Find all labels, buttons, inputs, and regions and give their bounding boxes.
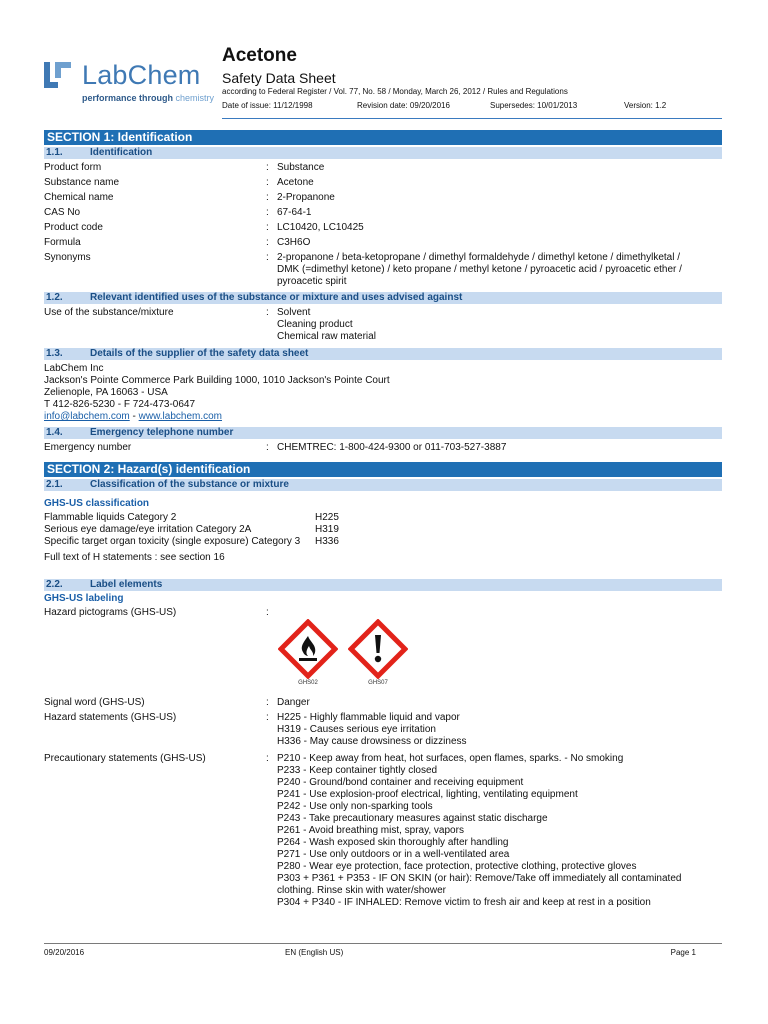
full-text-note: Full text of H statements : see section 16 [44,552,225,563]
use-item: Solvent [277,307,311,318]
brand-name: LabChem [82,60,201,90]
synonyms-line: DMK (=dimethyl ketone) / keto propane / methyl ketone / pyroacetic acid / pyroacetic ether / [277,264,682,275]
colon: : [266,177,269,188]
emergency-row: Emergency number : CHEMTREC: 1-800-424-9300 or 011-703-527-3887 [44,442,507,453]
footer-language: EN (English US) [285,948,344,957]
pictogram-code: GHS02 [298,680,318,686]
ghs-class-name: Serious eye damage/eye irritation Category 2A [44,524,252,535]
supplier-line: LabChem Inc [44,363,104,374]
header-divider [222,118,722,119]
precautionary-statement: P242 - Use only non-sparking tools [277,801,433,812]
field-value: 2-Propanone [277,192,335,203]
precautionary-statement: P280 - Wear eye protection, face protection, protective clothing, protective gloves [277,861,637,872]
identification-row [44,162,722,174]
field-label: Chemical name [44,192,114,203]
supplier-details [44,363,722,411]
field-value: 67-64-1 [277,207,312,218]
supplier-line: Zelienople, PA 16063 - USA [44,387,168,398]
precautionary-statement: P233 - Keep container tightly closed [277,765,438,776]
labchem-logo-icon [44,60,74,90]
document-dates [222,101,702,112]
precautionary-statements-row: Precautionary statements (GHS-US) : P210 - Keep away from heat, hot surfaces, open flames, sparks. - No smoking P233 - Keep container tightly closed P240 - Ground/bond container and receiving equipment P241 - Use explosion-proof electrical, lighting, ventilating equipment P242 - Use only non-sparking tools P243 - Take precautionary measures against static discharge P261 - Avoid breathing mist, spray, vapors P264 - Wash exposed skin thoroughly after handling P271 - Use only outdoors or in a well-ventilated area P280 - Wear eye protection, face protection, protective clothing, protective gloves P303 + P361 + P353 - IF ON SKIN (or hair): Remove/Take off immediately all contaminated clothing. Rinse skin with water/shower P304 + P340 - IF INHALED: Remove victim to fresh air and keep at rest in a position [44,753,722,909]
document-title: Acetone [222,45,297,66]
field-label: Product code [44,222,103,233]
pictogram-ghs02 [277,619,339,687]
hazard-pictograms [277,619,722,697]
supplier-line: T 412-826-5230 - F 724-473-0647 [44,399,196,410]
pictogram-code: GHS07 [368,680,388,686]
ghs-classification-heading: GHS-US classification [44,498,150,509]
identification-table [44,162,722,249]
field-value: Acetone [277,177,314,188]
colon: : [266,237,269,248]
identification-row [44,192,722,204]
footer-page-number: Page 1 [670,948,696,957]
field-value: C3H6O [277,237,311,248]
ghs-class-code: H336 [315,536,339,547]
synonyms-line: 2-propanone / beta-ketopropane / dimethyl formaldehyde / dimethyl ketone / dimethylketal / [277,252,681,263]
pictograms-row: Hazard pictograms (GHS-US) : [44,607,269,618]
hazard-statement: H319 - Causes serious eye irritation [277,724,436,735]
version: Version: 1.2 [624,101,667,110]
identification-row [44,207,722,219]
colon: : [266,222,269,233]
ghs-class-code: H225 [315,512,339,523]
precautionary-statement: clothing. Rinse skin with water/shower [277,885,446,896]
identification-row [44,222,722,234]
precautionary-statement: P303 + P361 + P353 - IF ON SKIN (or hair): Remove/Take off immediately all contaminated [277,873,682,884]
precautionary-statement: P243 - Take precautionary measures against static discharge [277,813,548,824]
supplier-line: Jackson's Pointe Commerce Park Building 1000, 1010 Jackson's Pointe Court [44,375,390,386]
ghs-class-code: H319 [315,524,339,535]
subsection-2-2: 2.2. Label elements [44,579,722,591]
synonyms-line: pyroacetic spirit [277,276,347,287]
field-value: LC10420, LC10425 [277,222,364,233]
revision-date: Revision date: 09/20/2016 [357,101,450,110]
subsection-1-1: 1.1. Identification [44,147,722,159]
field-label: Substance name [44,177,120,188]
precautionary-statement: P271 - Use only outdoors or in a well-ventilated area [277,849,510,860]
website-link[interactable]: www.labchem.com [138,411,222,422]
subsection-2-1: 2.1. Classification of the substance or mixture [44,479,722,491]
signal-word-row: Signal word (GHS-US) : Danger [44,697,310,708]
document-subtitle: Safety Data Sheet [222,70,336,86]
precautionary-statement: P261 - Avoid breathing mist, spray, vapors [277,825,464,836]
ghs-class-name: Specific target organ toxicity (single exposure) Category 3 [44,536,301,547]
use-item: Cleaning product [277,319,353,330]
precautionary-statement: P241 - Use explosion-proof electrical, lighting, ventilating equipment [277,789,578,800]
colon: : [266,207,269,218]
field-label: CAS No [44,207,81,218]
precautionary-statement: P304 + P340 - IF INHALED: Remove victim to fresh air and keep at rest in a position [277,897,651,908]
identification-row [44,177,722,189]
field-value: Substance [277,162,325,173]
email-link[interactable]: info@labchem.com [44,411,130,422]
ghs-class-name: Flammable liquids Category 2 [44,512,177,523]
issue-date: Date of issue: 11/12/1998 [222,101,313,110]
footer-divider [44,943,722,944]
use-row: Use of the substance/mixture : Solvent Cleaning product Chemical raw material [44,307,722,343]
supplier-links: info@labchem.com - www.labchem.com [44,411,222,422]
field-label: Product form [44,162,102,173]
exclamation-icon [348,619,408,679]
ghs-class-row [44,524,722,536]
ghs-labeling-heading: GHS-US labeling [44,593,124,604]
pictogram-ghs07 [347,619,409,687]
footer-date: 09/20/2016 [44,948,85,957]
ghs-classification-list [44,512,722,548]
identification-row [44,237,722,249]
supersedes-date: Supersedes: 10/01/2013 [490,101,578,110]
section-2-title: SECTION 2: Hazard(s) identification [44,462,722,477]
hazard-statement: H336 - May cause drowsiness or dizziness [277,736,467,747]
ghs-class-row [44,512,722,524]
hazard-statements-row: Hazard statements (GHS-US) : H225 - Highly flammable liquid and vapor H319 - Causes serious eye irritation H336 - May cause drowsiness or dizziness [44,712,722,748]
section-1-title: SECTION 1: Identification [44,130,722,145]
field-label: Formula [44,237,81,248]
precautionary-statement: P240 - Ground/bond container and receiving equipment [277,777,524,788]
flame-icon [278,619,338,679]
regulation-reference: according to Federal Register / Vol. 77, No. 58 / Monday, March 26, 2012 / Rules and Regulations [222,87,568,96]
labchem-logo [44,60,224,110]
subsection-1-3: 1.3. Details of the supplier of the safety data sheet [44,348,722,360]
precautionary-statement: P264 - Wash exposed skin thoroughly after handling [277,837,509,848]
use-item: Chemical raw material [277,331,376,342]
brand-tagline: performance through chemistry [82,93,215,103]
subsection-1-4: 1.4. Emergency telephone number [44,427,722,439]
page-footer [44,948,722,960]
precautionary-statement: P210 - Keep away from heat, hot surfaces, open flames, sparks. - No smoking [277,753,624,764]
subsection-1-2: 1.2. Relevant identified uses of the substance or mixture and uses advised against [44,292,722,304]
hazard-statement: H225 - Highly flammable liquid and vapor [277,712,460,723]
ghs-class-row [44,536,722,548]
sds-content [44,130,722,912]
colon: : [266,162,269,173]
colon: : [266,192,269,203]
synonyms-row: Synonyms : 2-propanone / beta-ketopropane / dimethyl formaldehyde / dimethyl ketone / dimethylketal / DMK (=dimethyl ketone) / keto propane / methyl ketone / pyroacetic acid / pyroacetic ether / pyroacetic spirit [44,252,722,288]
